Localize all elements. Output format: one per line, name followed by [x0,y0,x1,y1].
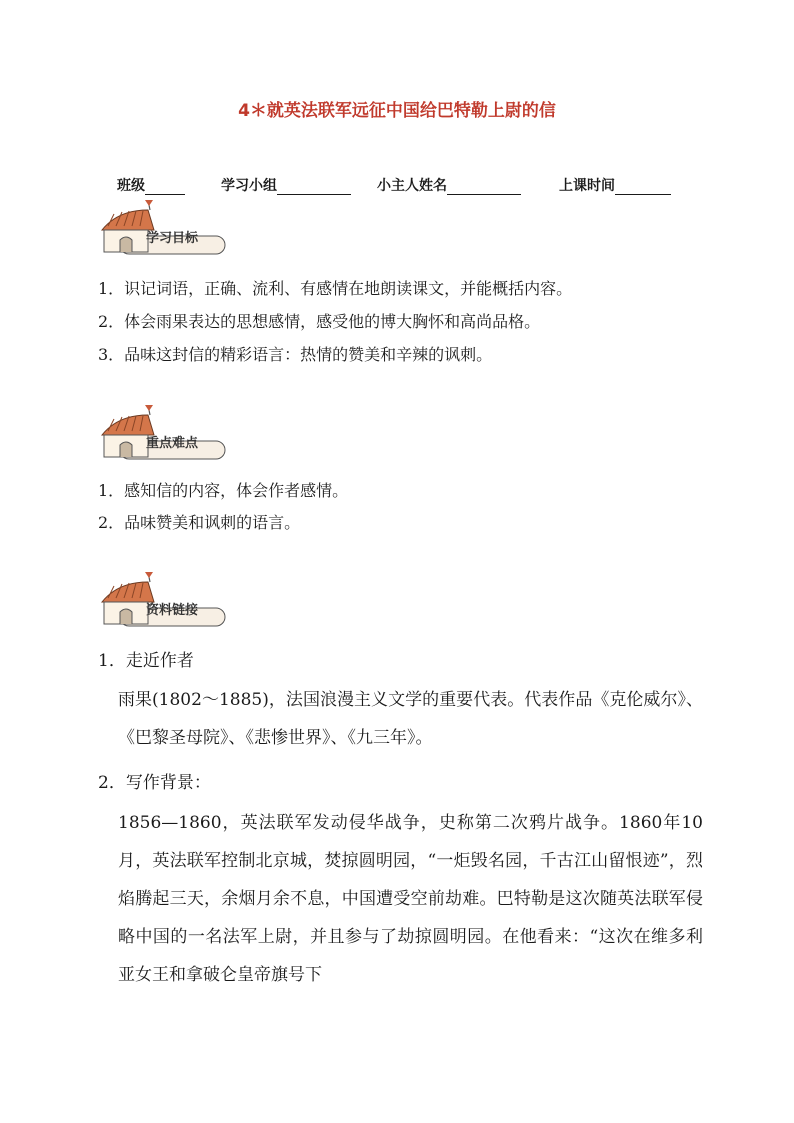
section-key-header [98,405,228,461]
goal-item-2: 2．体会雨果表达的思想感情，感受他的博大胸怀和高尚品格。 [98,312,541,331]
section-goals-header [98,200,228,256]
materials-item-1-title: 1．走近作者 [98,651,194,671]
class-blank[interactable] [145,180,185,195]
section-key-title: 重点难点 [146,436,199,451]
name-blank[interactable] [447,180,521,195]
time-field[interactable]: 上课时间 [559,175,671,195]
section-materials-header [98,572,228,628]
name-field[interactable]: 小主人姓名 [377,175,521,195]
key-item-1: 1．感知信的内容，体会作者感情。 [98,481,349,500]
key-item-2: 2．品味赞美和讽刺的语言。 [98,513,301,532]
time-blank[interactable] [615,180,671,195]
group-field[interactable]: 学习小组 [221,175,351,195]
section-materials-title: 资料链接 [146,603,199,618]
goal-item-1: 1．识记词语，正确、流利、有感情在地朗读课文，并能概括内容。 [98,279,573,298]
goal-item-3: 3．品味这封信的精彩语言：热情的赞美和辛辣的讽刺。 [98,345,493,364]
materials-item-2-text: 1856—1860，英法联军发动侵华战争，史称第二次鸦片战争。1860年10月，英法联军控制北京城，焚掠圆明园，“一炬毁名园，千古江山留恨迹”，烈焰腾起三天，余烟月余不息，中国遭受空前劫难。巴特勒是这次随英法联军侵略中国的一名法军上尉，并且参与了劫掠圆明园。在他看来：“这次在维多利亚女王和拿破仑皇帝旗号下 [118,813,703,985]
group-blank[interactable] [277,180,351,195]
section-goals-title: 学习目标 [146,231,199,246]
materials-item-1-text: 雨果(1802～1885)，法国浪漫主义文学的重要代表。代表作品《克伦威尔》、《巴黎圣母院》、《悲惨世界》、《九三年》。 [118,690,703,748]
page-title: 4＊就英法联军远征中国给巴特勒上尉的信 [238,101,556,121]
materials-item-2-title: 2．写作背景： [98,773,211,793]
class-field[interactable]: 班级 [117,175,185,195]
